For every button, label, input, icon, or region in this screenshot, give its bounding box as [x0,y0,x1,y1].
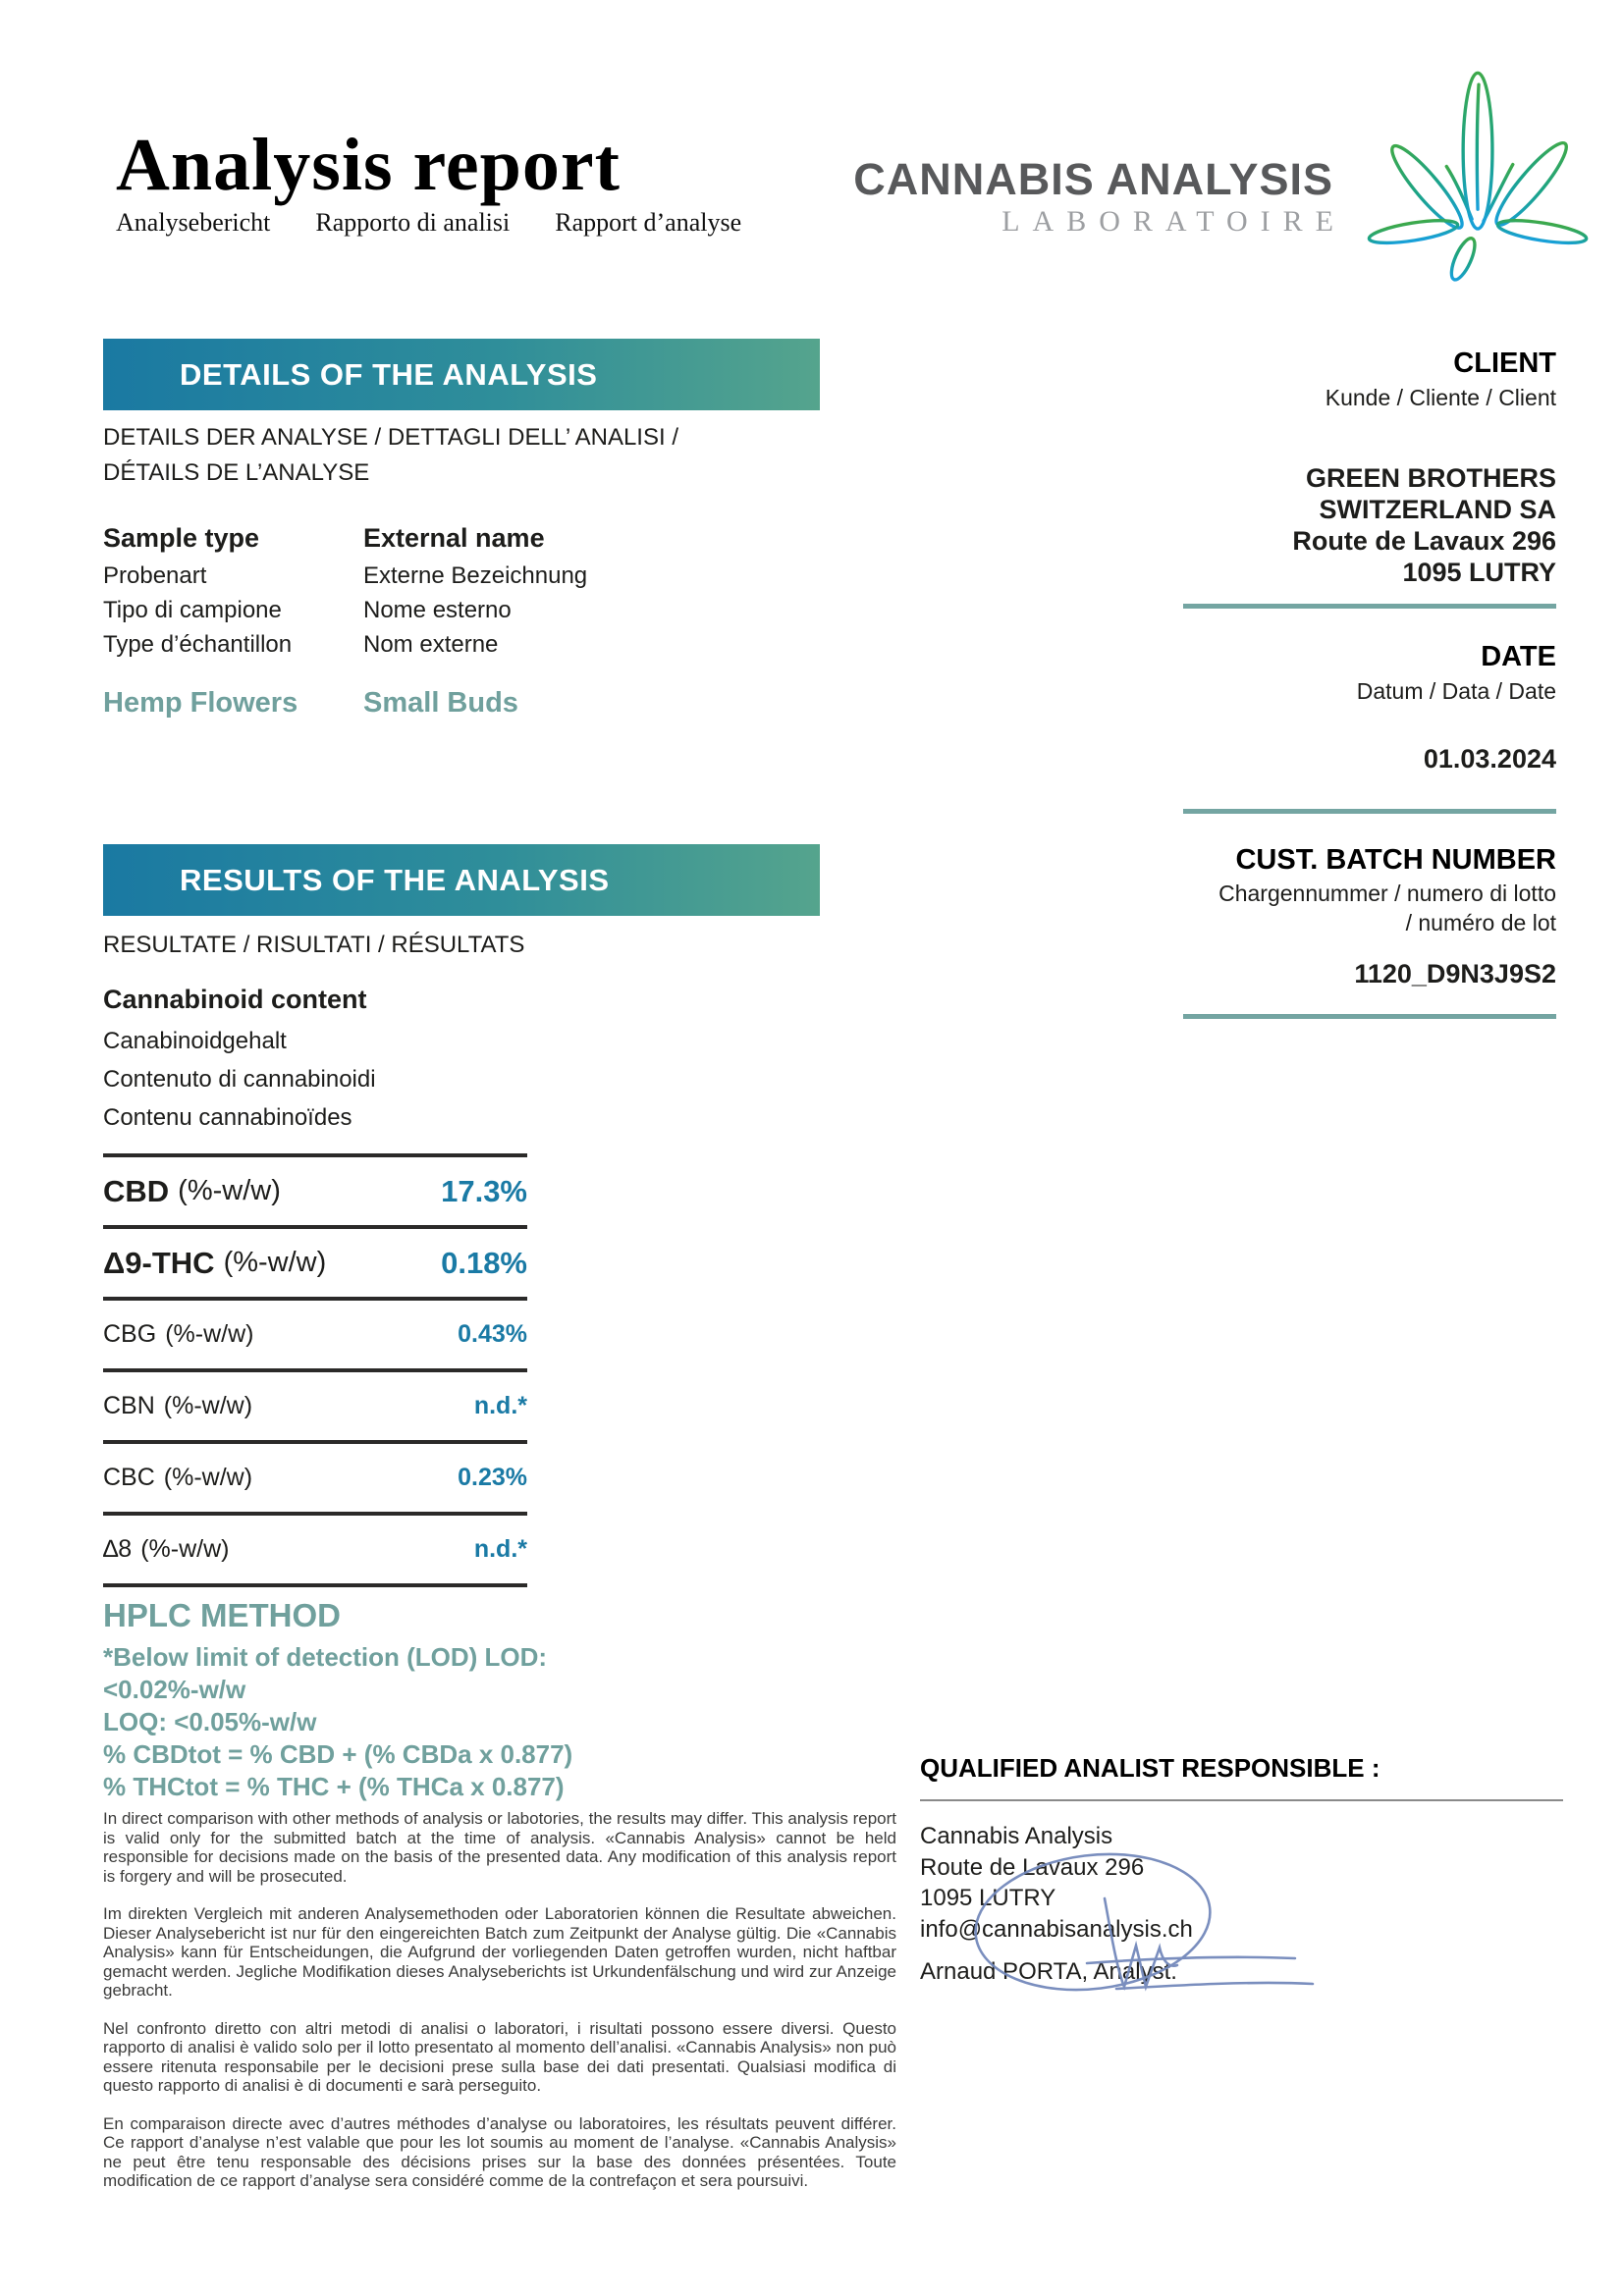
report-title-block [116,126,741,238]
analyst-block [920,1754,1563,1987]
divider [1183,809,1556,814]
divider [1183,604,1556,609]
table-row-cbn: CBN (%-w/w) n.d.* [103,1372,527,1444]
results-section-subtitle: RESULTATE / RISULTATI / RÉSULTATS [103,932,525,958]
date-sublabel: Datum / Data / Date [1356,678,1556,704]
table-row-d9-thc: Δ9-THC (%-w/w) 0.18% [103,1229,527,1301]
title-translation-fr: Rapport d’analyse [555,208,742,237]
sample-type-translations: Probenart Tipo di campione Type d’échantillon [103,562,293,658]
client-label: CLIENT [1453,347,1556,379]
page-title: Analysis report [116,124,621,206]
client-panel [1183,348,1556,1019]
disclaimer-fr: En comparaison directe avec d’autres méthodes d’analyse ou laboratoires, les résultats peuvent différer. Ce rapport d’analyse n’est valable que pour les lot soumis au moment de l’analyse. «Cannabis Analysis» ne peut être tenu responsable des décisions prises sur la base des données présentées. Toute modification de ce rapport d’analyse sera considéré comme de la contrefaçon et sera poursuivi. [103,2113,896,2190]
disclaimer-block [103,1809,896,2210]
disclaimer-it: Nel confronto diretto con altri metodi di analisi o laboratori, i risultati possono essere diversi. Questo rapporto di analisi è valido solo per il lotto presentato al momento dell’analisi. «Cannabis Analysis» non può essere ritenuta responsabile per le decisioni prese sulla base dei dati presentati. Qualsiasi modifica di questo rapporto di analisi è di documenti e sarà perseguito. [103,2018,896,2095]
cbc-value: 0.23% [458,1464,527,1491]
title-translations [116,208,741,238]
client-sublabel: Kunde / Cliente / Client [1325,385,1556,410]
details-subtitle-line1: DETAILS DER ANALYSE / DETTAGLI DELL’ ANALISI / [103,424,678,451]
hplc-method-block [103,1598,572,1803]
external-name-label: External name [363,523,545,553]
table-row-d8: ∆8 (%-w/w) n.d.* [103,1516,527,1587]
date-value: 01.03.2024 [1423,744,1556,774]
divider [1183,1014,1556,1019]
divider [920,1799,1563,1801]
lab-logo-name: CANNABIS ANALYSIS [853,154,1333,204]
table-row-cbc: CBC (%-w/w) 0.23% [103,1444,527,1516]
lab-logo-subname: LABORATOIRE [1001,205,1346,238]
details-section-banner: DETAILS OF THE ANALYSIS [103,339,820,410]
hplc-method-lines: *Below limit of detection (LOD) LOD: <0.02%-w/w LOQ: <0.05%-w/w % CBDtot = % CBD + (% CBDa x 0.877) % THCtot = % THC + (% THCa x 0.877) [103,1642,573,1801]
table-row-cbd: CBD (%-w/w) 17.3% [103,1157,527,1229]
results-section-banner: RESULTS OF THE ANALYSIS [103,844,820,916]
cannabinoid-content-block [103,985,376,1137]
batch-sublabel: Chargennummer / numero di lotto / numéro de lot [1218,881,1556,935]
external-name-value: Small Buds [363,687,518,719]
details-section-subtitle [103,420,678,491]
thc-value: 0.18% [441,1245,527,1280]
sample-type-value: Hemp Flowers [103,687,298,719]
analyst-heading: QUALIFIED ANALIST RESPONSIBLE : [920,1753,1380,1783]
lab-logo-text [844,154,1346,238]
cbg-value: 0.43% [458,1320,527,1348]
table-row-cbg: CBG (%-w/w) 0.43% [103,1301,527,1372]
batch-label: CUST. BATCH NUMBER [1235,844,1556,876]
disclaimer-en: In direct comparison with other methods of analysis or labotories, the results may differ. This analysis report is valid only for the submitted batch at the time of analysis. «Cannabis Analysis» cannot be held responsible for decisions made on the basis of the presented data. Any modification of this analysis report is forgery and will be prosecuted. [103,1809,896,1886]
disclaimer-de: Im direkten Vergleich mit anderen Analysemethoden oder Laboratorien können die Resultate abweichen. Dieser Analysebericht ist nur für den eingereichten Batch zum Zeitpunkt der Analyse gültig. Die «Cannabis Analysis» kann für Entscheidungen, die Aufgrund der vorliegenden Daten getroffen wurden, nicht haftbar gemacht werden. Jegliche Modifikation dieses Analyseberichts ist Urkundenfälschung und wird zur Anzeige gebracht. [103,1904,896,2000]
d8-value: n.d.* [473,1535,527,1563]
analyst-signatory: Arnaud PORTA, Analyst. [920,1958,1177,1985]
cannabinoid-content-heading: Cannabinoid content [103,985,367,1014]
cannabinoid-results-table [103,1153,527,1587]
cbd-value: 17.3% [441,1173,527,1208]
details-subtitle-line2: DÉTAILS DE L’ANALYSE [103,459,370,486]
client-address: GREEN BROTHERS SWITZERLAND SA Route de Lavaux 296 1095 LUTRY [1292,463,1556,587]
batch-value: 1120_D9N3J9S2 [1354,959,1556,988]
sample-type-label: Sample type [103,523,260,553]
external-name-field [363,523,687,719]
analyst-address: Cannabis Analysis Route de Lavaux 296 1095 LUTRY info@cannabisanalysis.ch [920,1821,1563,1945]
title-translation-it: Rapporto di analisi [315,208,511,237]
hplc-method-heading: HPLC METHOD [103,1597,341,1633]
cannabinoid-content-translations: Canabinoidgehalt Contenuto di cannabinoidi Contenu cannabinoïdes [103,1028,376,1131]
title-translation-de: Analysebericht [116,208,271,237]
analyst-email: info@cannabisanalysis.ch [920,1915,1193,1943]
date-label: DATE [1481,641,1556,672]
external-name-translations: Externe Bezeichnung Nome esterno Nom externe [363,562,588,658]
cannabis-leaf-icon [1353,61,1616,285]
cbn-value: n.d.* [473,1392,527,1419]
